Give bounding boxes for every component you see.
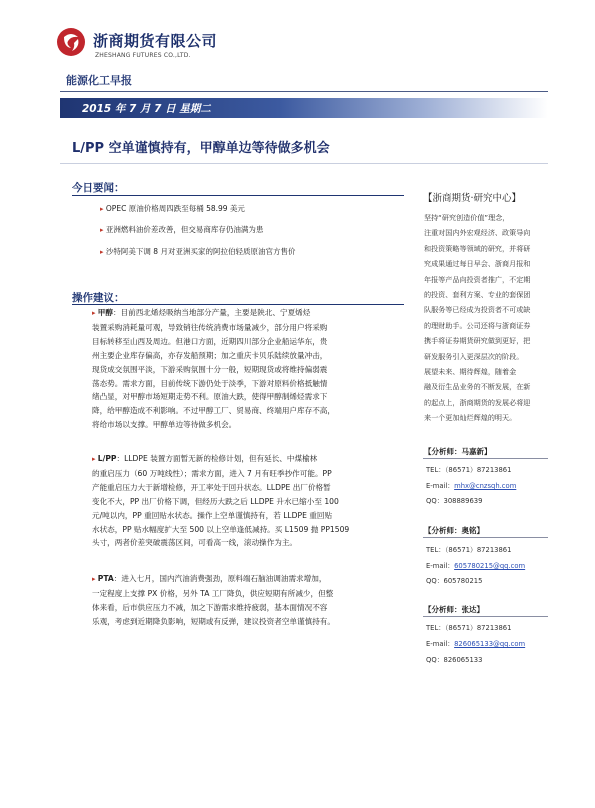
analyst-qq: QQ：605780215 <box>426 577 483 585</box>
advice-paragraph-pta <box>92 572 405 629</box>
report-type: 能源化工早报 <box>66 74 132 87</box>
company-logo-icon <box>56 27 86 57</box>
company-name-cn: 浙商期货有限公司 <box>93 32 218 50</box>
bullet-arrow-icon: ▸ <box>92 309 98 317</box>
analyst-name: 【分析师：马嘉新】 <box>424 447 492 456</box>
advice-text: ：LLDPE 装置方面暂无新的检修计划，但有延长、中煤榆林 的重启压力（60 万吨线性）；需求方面，进入 7 月有旺季抄作可能。PP 产能重启压力大于新增检修，开工率处于回升状态。LLDPE 出厂价格暂 变化不大，PP 出厂价格下调，但经历大跌之后 LLDPE 升水已缩小至 100 元/吨以内，PP 重回贴水状态。操作上空单谨慎持有，若 LLDPE 重回贴 水状态，PP 贴水幅度扩大至 500 以上空单逢低减持。买 L1509 抛 PP1509 头寸，两者价差突破震荡区间，可看高一线，滚动操作为主。 <box>92 454 350 548</box>
news-item <box>100 246 295 257</box>
analyst-name: 【分析师：奥铭】 <box>424 526 484 535</box>
analyst-email-link[interactable]: 826065133@qq.com <box>454 640 526 648</box>
page-title: L/PP 空单谨慎持有，甲醇单边等待做多机会 <box>72 141 330 156</box>
email-label: E-mail： <box>426 562 455 570</box>
analyst-rule <box>423 616 548 617</box>
research-center-body: 坚持“研究创造价值”理念， 注重对国内外宏观经济、政策导向 和投资策略等领域的研究，并将研 究成果通过每日早会、浙商月报和 年报等产品向投资者推广，不定期 的投资、套利方案、专业的套保团 队服务等已经成为投资者不可或缺 的理财助手。公司还将与浙商证券 携手将证券期货研究做到更好，把 研发服务引入更深层次的阶段。 展望未来、期待辉煌，随着金 融及衍生品业务的不断发展，在新 的起点上，浙商期货的发展必将迎 来一个更加灿烂辉煌的明天。 <box>424 213 531 423</box>
email-label: E-mail： <box>426 640 455 648</box>
bullet-arrow-icon: ▸ <box>92 575 98 583</box>
report-date: 2015 年 7 月 7 日 星期二 <box>82 103 211 115</box>
bullet-arrow-icon: ▸ <box>92 455 98 463</box>
advice-heading: 操作建议： <box>72 292 125 304</box>
analyst-tel: TEL：（86571）87213861 <box>426 546 512 554</box>
research-center-heading: 【浙商期货·研究中心】 <box>423 193 522 204</box>
company-name-en: ZHESHANG FUTURES CO.,LTD. <box>95 52 191 59</box>
news-item <box>100 203 245 214</box>
analyst-tel: TEL：（86571）87213861 <box>426 624 512 632</box>
analyst-rule <box>423 458 548 459</box>
title-divider <box>60 163 548 164</box>
news-item-text: OPEC 原油价格周四跌至每桶 58.99 美元 <box>105 204 245 213</box>
analyst-qq: QQ：308889639 <box>426 497 483 505</box>
analyst-email <box>426 480 516 490</box>
advice-paragraph-methanol <box>92 306 405 432</box>
analyst-name: 【分析师：张达】 <box>424 605 484 614</box>
bullet-arrow-icon: ▸ <box>100 248 104 256</box>
analyst-email <box>426 560 525 570</box>
today-news-heading: 今日要闻： <box>72 182 125 194</box>
analyst-tel: TEL：（86571）87213861 <box>426 466 512 474</box>
header-divider <box>60 91 548 92</box>
bullet-arrow-icon: ▸ <box>100 205 104 213</box>
analyst-email-link[interactable]: mhx@cnzsqh.com <box>454 482 517 490</box>
bullet-arrow-icon: ▸ <box>100 226 104 234</box>
news-item-text: 沙特阿美下调 8 月对亚洲买家的阿拉伯轻质原油官方售价 <box>105 247 296 256</box>
analyst-email <box>426 638 525 648</box>
analyst-email-link[interactable]: 605780215@qq.com <box>454 562 526 570</box>
advice-paragraph-lpp <box>92 452 405 550</box>
advice-label: L/PP <box>97 454 117 463</box>
today-news-rule <box>72 195 404 196</box>
advice-rule <box>72 304 404 305</box>
advice-label: 甲醇 <box>97 308 113 317</box>
analyst-qq: QQ：826065133 <box>426 656 483 664</box>
news-item <box>100 224 263 235</box>
email-label: E-mail： <box>426 482 455 490</box>
news-item-text: 亚洲燃料油价差改善，但交易商库存仍油满为患 <box>105 225 264 234</box>
advice-label: PTA <box>97 574 114 583</box>
analyst-rule <box>423 537 548 538</box>
advice-text: ：进入七月，国内汽油消费强劲，原料端石脑油调油需求增加， 一定程度上支撑 PX 价格，另外 TA 工厂降负，供应短期有所减少，但整 体来看，后市供应压力不减，加之下游需求维持疲弱，基本面情况不容 乐观，考虑到近期降负影响，短期或有反弹，建议投资者空单谨慎持有。 <box>92 574 335 626</box>
advice-text: ：目前西北烯烃吸纳当地部分产量，主要是陕北、宁夏烯烃 装置采购消耗量可观，导致销往传统消费市场量减少，部分用户将采购 目标转移至山西及周边。但港口方面，近期四川部分企业船运华东，贵 州主要企业库存偏高，亦存发船预期；加之重庆卡贝乐陆续放量冲击， 现货成交氛围平淡，下游采购氛围十分一般，短期现货或将维持偏弱震 荡态势。需求方面，目前传统下游仍处于淡季，下游对原料价格抵触情 绪凸显，对甲醇市场短期走势不利。原油大跌，使得甲醇制烯烃需求下 降，给甲醇造成不利影响。不过甲醇工厂、贸易商、终端用户库存不高， 将给市场以支撑。甲醇单边等待做多机会。 <box>92 308 335 430</box>
